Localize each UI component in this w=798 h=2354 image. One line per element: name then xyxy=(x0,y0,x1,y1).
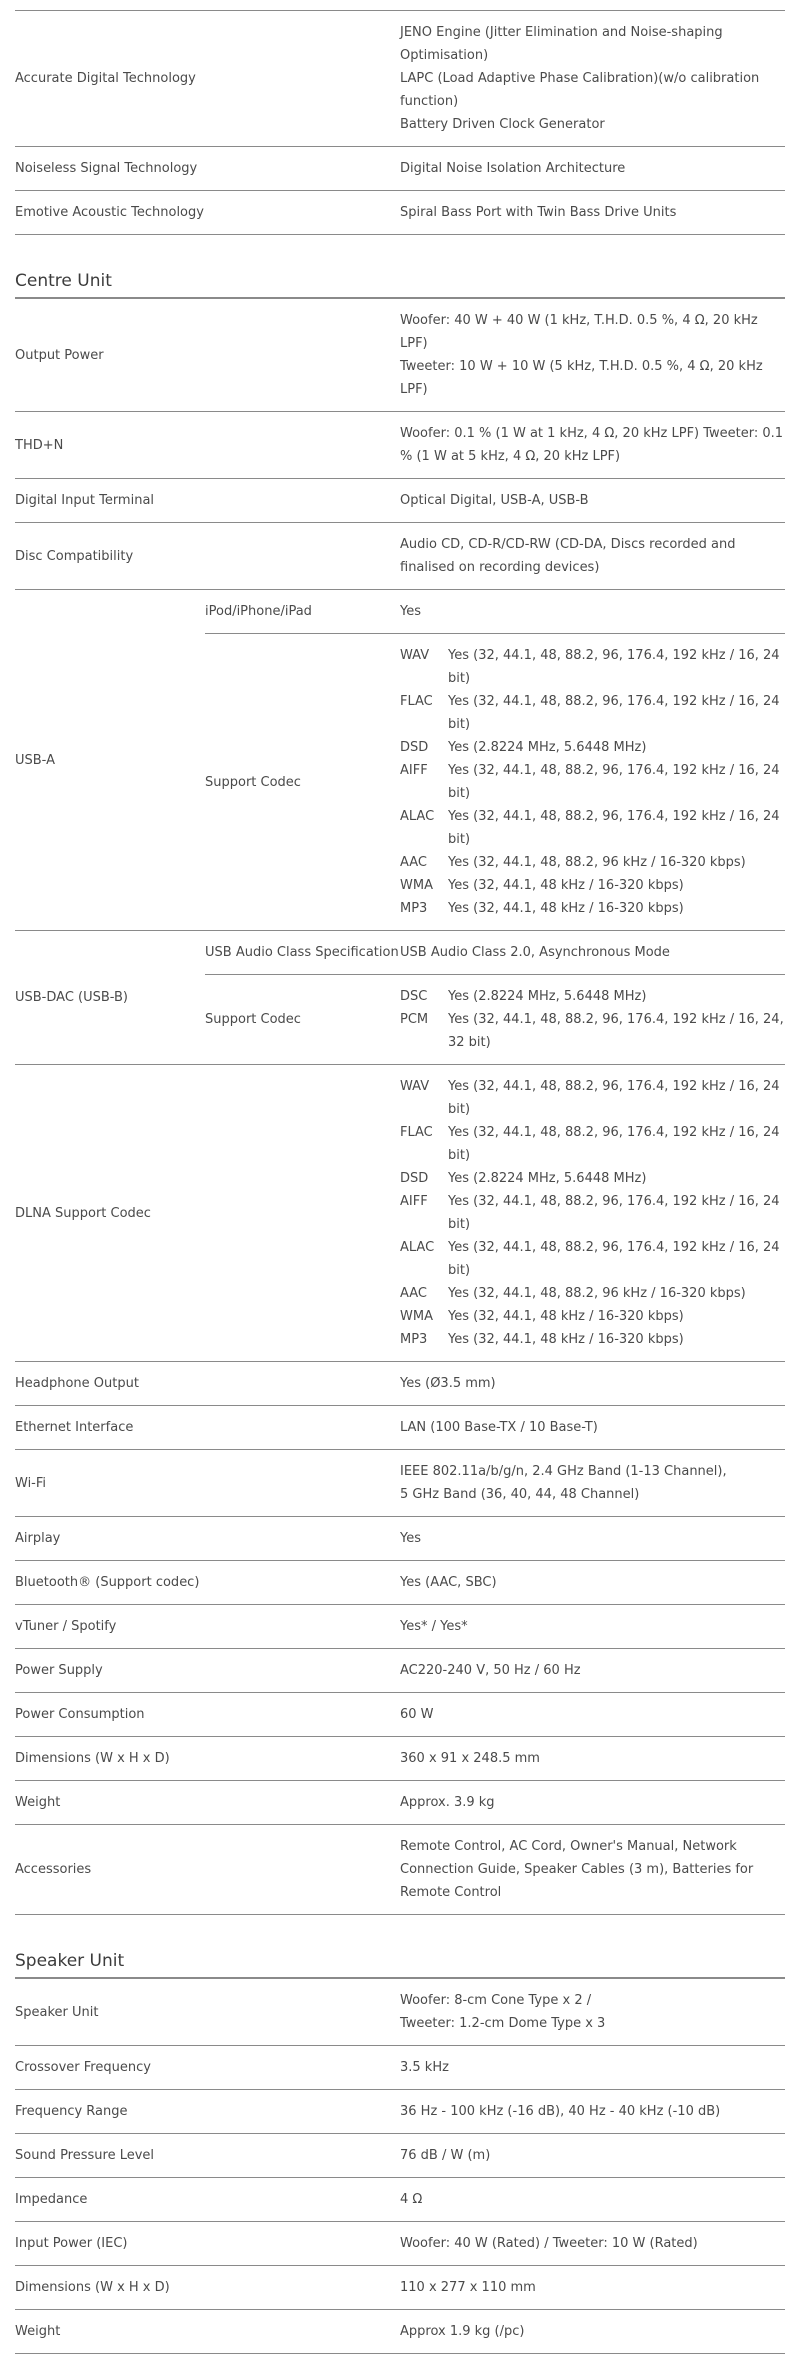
codec-value: Yes (32, 44.1, 48 kHz / 16-320 kbps) xyxy=(448,901,684,916)
codec-value: Yes (32, 44.1, 48, 88.2, 96, 176.4, 192 kHz / 16, 24 bit) xyxy=(448,1194,780,1232)
spec-row xyxy=(15,523,785,590)
spec-label: DLNA Support Codec xyxy=(15,1065,400,1362)
spec-value-line: Digital Noise Isolation Architecture xyxy=(400,161,626,176)
codec-name: AAC xyxy=(400,1286,427,1301)
spec-row xyxy=(15,412,785,479)
codec-row xyxy=(400,1008,785,1054)
spec-row xyxy=(15,1605,785,1649)
spec-row xyxy=(15,1406,785,1450)
spec-value xyxy=(400,2310,785,2354)
codec-name: FLAC xyxy=(400,1125,433,1140)
spec-label: Power Consumption xyxy=(15,1693,400,1737)
spec-label: Weight xyxy=(15,2310,400,2354)
spec-value-line: Woofer: 8-cm Cone Type x 2 / xyxy=(400,1993,592,2008)
spec-value xyxy=(400,1406,785,1450)
spec-value-line: 360 x 91 x 248.5 mm xyxy=(400,1751,540,1766)
codec-value: Yes (32, 44.1, 48, 88.2, 96, 176.4, 192 kHz / 16, 24 bit) xyxy=(448,1240,780,1278)
spec-value-line: 5 GHz Band (36, 40, 44, 48 Channel) xyxy=(400,1487,640,1502)
spec-label: Headphone Output xyxy=(15,1362,400,1406)
spec-label: Wi-Fi xyxy=(15,1450,400,1517)
spec-value-line: 36 Hz - 100 kHz (-16 dB), 40 Hz - 40 kHz (-10 dB) xyxy=(400,2104,721,2119)
spec-value-line: Remote Control, AC Cord, Owner's Manual, Network Connection Guide, Speaker Cables (3 m), Batteries for Remote Control xyxy=(400,1839,754,1900)
spec-value-line: Woofer: 0.1 % (1 W at 1 kHz, 4 Ω, 20 kHz LPF) Tweeter: 0.1 % (1 W at 5 kHz, 4 Ω, 20 kHz LPF) xyxy=(400,426,784,464)
spec-row xyxy=(15,1825,785,1915)
spec-row-usbdac-spec xyxy=(15,931,785,975)
spec-value-line: Spiral Bass Port with Twin Bass Drive Units xyxy=(400,205,677,220)
speaker-unit-heading: Speaker Unit xyxy=(15,1915,785,1978)
spec-row xyxy=(15,2090,785,2134)
spec-sublabel: Support Codec xyxy=(205,975,400,1065)
codec-name: ALAC xyxy=(400,809,435,824)
spec-value-line: Approx. 3.9 kg xyxy=(400,1795,495,1810)
codec-value: Yes (2.8224 MHz, 5.6448 MHz) xyxy=(448,740,647,755)
codec-row xyxy=(400,874,785,897)
codec-value: Yes (32, 44.1, 48, 88.2, 96, 176.4, 192 kHz / 16, 24 bit) xyxy=(448,694,780,732)
spec-value-line: LAPC (Load Adaptive Phase Calibration)(w/o calibration function) xyxy=(400,71,760,109)
spec-value-line: LAN (100 Base-TX / 10 Base-T) xyxy=(400,1420,598,1435)
spec-value-line: Yes xyxy=(400,1531,421,1546)
spec-row xyxy=(15,2222,785,2266)
spec-value xyxy=(400,147,785,191)
spec-value xyxy=(400,1979,785,2046)
spec-value xyxy=(400,1693,785,1737)
codec-value: Yes (32, 44.1, 48, 88.2, 96, 176.4, 192 kHz / 16, 24 bit) xyxy=(448,648,780,686)
spec-row xyxy=(15,2310,785,2354)
codec-name: DSD xyxy=(400,1171,429,1186)
codec-value: Yes (32, 44.1, 48, 88.2, 96, 176.4, 192 kHz / 16, 24, 32 bit) xyxy=(448,1012,784,1050)
codec-name: MP3 xyxy=(400,901,428,916)
spec-value-line: Woofer: 40 W + 40 W (1 kHz, T.H.D. 0.5 %, 4 Ω, 20 kHz LPF) xyxy=(400,313,758,351)
spec-value: Yes xyxy=(400,590,785,634)
codec-name: WMA xyxy=(400,1309,433,1324)
spec-label: Input Power (IEC) xyxy=(15,2222,400,2266)
spec-row xyxy=(15,1737,785,1781)
codec-row xyxy=(400,985,785,1008)
spec-row-usba-ipod xyxy=(15,590,785,634)
spec-label: Dimensions (W x H x D) xyxy=(15,1737,400,1781)
spec-label: USB-A xyxy=(15,590,205,931)
spec-row xyxy=(15,2178,785,2222)
spec-sublabel: USB Audio Class Specification xyxy=(205,931,400,975)
spec-value xyxy=(400,2090,785,2134)
codec-value: Yes (2.8224 MHz, 5.6448 MHz) xyxy=(448,1171,647,1186)
spec-label: THD+N xyxy=(15,412,400,479)
spec-value xyxy=(400,191,785,235)
spec-value xyxy=(400,2178,785,2222)
spec-value-line: Audio CD, CD-R/CD-RW (CD-DA, Discs recorded and finalised on recording devices) xyxy=(400,537,736,575)
technology-table xyxy=(15,10,785,235)
spec-value-line: Yes (Ø3.5 mm) xyxy=(400,1376,496,1391)
spec-value-line: Tweeter: 10 W + 10 W (5 kHz, T.H.D. 0.5 %, 4 Ω, 20 kHz LPF) xyxy=(400,359,763,397)
codec-row xyxy=(400,736,785,759)
codec-name: WMA xyxy=(400,878,433,893)
spec-label: Dimensions (W x H x D) xyxy=(15,2266,400,2310)
spec-label: Noiseless Signal Technology xyxy=(15,147,400,191)
centre-unit-heading: Centre Unit xyxy=(15,235,785,298)
spec-value xyxy=(400,1825,785,1915)
codec-row xyxy=(400,1167,785,1190)
spec-value-line: Approx 1.9 kg (/pc) xyxy=(400,2324,525,2339)
spec-label: Bluetooth® (Support codec) xyxy=(15,1561,400,1605)
spec-label: Output Power xyxy=(15,299,400,412)
codec-row xyxy=(400,1236,785,1282)
spec-label: Disc Compatibility xyxy=(15,523,400,590)
spec-label: Airplay xyxy=(15,1517,400,1561)
codec-list xyxy=(400,1065,785,1362)
spec-row xyxy=(15,1649,785,1693)
spec-value-line: Tweeter: 1.2-cm Dome Type x 3 xyxy=(400,2016,606,2031)
codec-row xyxy=(400,1328,785,1351)
spec-value-line: IEEE 802.11a/b/g/n, 2.4 GHz Band (1-13 Channel), xyxy=(400,1464,727,1479)
spec-value-line: 4 Ω xyxy=(400,2192,423,2207)
codec-value: Yes (32, 44.1, 48, 88.2, 96 kHz / 16-320 kbps) xyxy=(448,1286,746,1301)
spec-value xyxy=(400,1649,785,1693)
codec-name: DSD xyxy=(400,740,429,755)
spec-value-line: Battery Driven Clock Generator xyxy=(400,117,605,132)
spec-row xyxy=(15,299,785,412)
codec-value: Yes (2.8224 MHz, 5.6448 MHz) xyxy=(448,989,647,1004)
codec-name: AAC xyxy=(400,855,427,870)
codec-value: Yes (32, 44.1, 48, 88.2, 96, 176.4, 192 kHz / 16, 24 bit) xyxy=(448,1125,780,1163)
spec-value xyxy=(400,1781,785,1825)
codec-name: WAV xyxy=(400,1079,430,1094)
spec-row-dlna xyxy=(15,1065,785,1362)
codec-value: Yes (32, 44.1, 48 kHz / 16-320 kbps) xyxy=(448,1332,684,1347)
spec-sublabel: Support Codec xyxy=(205,634,400,931)
spec-label: Power Supply xyxy=(15,1649,400,1693)
spec-row xyxy=(15,1561,785,1605)
spec-label: Sound Pressure Level xyxy=(15,2134,400,2178)
spec-row xyxy=(15,2134,785,2178)
spec-value-line: 3.5 kHz xyxy=(400,2060,449,2075)
codec-name: DSC xyxy=(400,989,428,1004)
spec-row xyxy=(15,479,785,523)
spec-value xyxy=(400,1517,785,1561)
spec-value-line: Optical Digital, USB-A, USB-B xyxy=(400,493,589,508)
spec-row xyxy=(15,1517,785,1561)
codec-name: ALAC xyxy=(400,1240,435,1255)
codec-name: PCM xyxy=(400,1012,429,1027)
spec-label: Speaker Unit xyxy=(15,1979,400,2046)
codec-value: Yes (32, 44.1, 48 kHz / 16-320 kbps) xyxy=(448,1309,684,1324)
codec-list xyxy=(400,634,785,931)
spec-value xyxy=(400,479,785,523)
spec-value xyxy=(400,2134,785,2178)
codec-row xyxy=(400,897,785,920)
spec-label: vTuner / Spotify xyxy=(15,1605,400,1649)
spec-row xyxy=(15,147,785,191)
spec-value xyxy=(400,1450,785,1517)
spec-value-line: AC220-240 V, 50 Hz / 60 Hz xyxy=(400,1663,581,1678)
spec-value xyxy=(400,2046,785,2090)
codec-row xyxy=(400,851,785,874)
spec-value xyxy=(400,412,785,479)
spec-label: USB-DAC (USB-B) xyxy=(15,931,205,1065)
spec-value-line: 60 W xyxy=(400,1707,434,1722)
codec-value: Yes (32, 44.1, 48, 88.2, 96 kHz / 16-320 kbps) xyxy=(448,855,746,870)
codec-value: Yes (32, 44.1, 48, 88.2, 96, 176.4, 192 kHz / 16, 24 bit) xyxy=(448,763,780,801)
spec-label: Crossover Frequency xyxy=(15,2046,400,2090)
spec-label: Impedance xyxy=(15,2178,400,2222)
codec-row xyxy=(400,759,785,805)
codec-name: AIFF xyxy=(400,1194,428,1209)
spec-row xyxy=(15,191,785,235)
codec-name: MP3 xyxy=(400,1332,428,1347)
spec-label: Frequency Range xyxy=(15,2090,400,2134)
codec-row xyxy=(400,644,785,690)
spec-row xyxy=(15,1362,785,1406)
spec-value-line: 76 dB / W (m) xyxy=(400,2148,491,2163)
codec-list xyxy=(400,975,785,1065)
spec-value xyxy=(400,1737,785,1781)
spec-label: Emotive Acoustic Technology xyxy=(15,191,400,235)
spec-row xyxy=(15,2046,785,2090)
codec-value: Yes (32, 44.1, 48, 88.2, 96, 176.4, 192 kHz / 16, 24 bit) xyxy=(448,809,780,847)
spec-value-line: JENO Engine (Jitter Elimination and Noise-shaping Optimisation) xyxy=(400,25,723,63)
spec-label: Accurate Digital Technology xyxy=(15,11,400,147)
codec-name: FLAC xyxy=(400,694,433,709)
codec-row xyxy=(400,1075,785,1121)
spec-row xyxy=(15,1781,785,1825)
codec-row xyxy=(400,690,785,736)
codec-name: WAV xyxy=(400,648,430,663)
spec-sublabel: iPod/iPhone/iPad xyxy=(205,590,400,634)
spec-row xyxy=(15,1450,785,1517)
codec-row xyxy=(400,1190,785,1236)
speaker-unit-table xyxy=(15,1978,785,2354)
spec-sheet xyxy=(15,0,785,2354)
spec-label: Ethernet Interface xyxy=(15,1406,400,1450)
spec-value xyxy=(400,2222,785,2266)
spec-value-line: Yes (AAC, SBC) xyxy=(400,1575,497,1590)
spec-value-line: 110 x 277 x 110 mm xyxy=(400,2280,536,2295)
codec-row xyxy=(400,1305,785,1328)
spec-value-line: Yes* / Yes* xyxy=(400,1619,468,1634)
spec-value-line: Woofer: 40 W (Rated) / Tweeter: 10 W (Rated) xyxy=(400,2236,698,2251)
codec-row xyxy=(400,1121,785,1167)
spec-row xyxy=(15,11,785,147)
spec-value xyxy=(400,1362,785,1406)
centre-unit-table xyxy=(15,298,785,1915)
spec-label: Accessories xyxy=(15,1825,400,1915)
codec-name: AIFF xyxy=(400,763,428,778)
spec-value xyxy=(400,523,785,590)
spec-value: USB Audio Class 2.0, Asynchronous Mode xyxy=(400,931,785,975)
codec-row xyxy=(400,1282,785,1305)
spec-row xyxy=(15,1693,785,1737)
spec-value xyxy=(400,1561,785,1605)
spec-row xyxy=(15,2266,785,2310)
spec-value xyxy=(400,1605,785,1649)
spec-value xyxy=(400,2266,785,2310)
spec-row xyxy=(15,1979,785,2046)
codec-row xyxy=(400,805,785,851)
spec-value xyxy=(400,11,785,147)
spec-label: Digital Input Terminal xyxy=(15,479,400,523)
codec-value: Yes (32, 44.1, 48, 88.2, 96, 176.4, 192 kHz / 16, 24 bit) xyxy=(448,1079,780,1117)
codec-value: Yes (32, 44.1, 48 kHz / 16-320 kbps) xyxy=(448,878,684,893)
spec-value xyxy=(400,299,785,412)
spec-label: Weight xyxy=(15,1781,400,1825)
